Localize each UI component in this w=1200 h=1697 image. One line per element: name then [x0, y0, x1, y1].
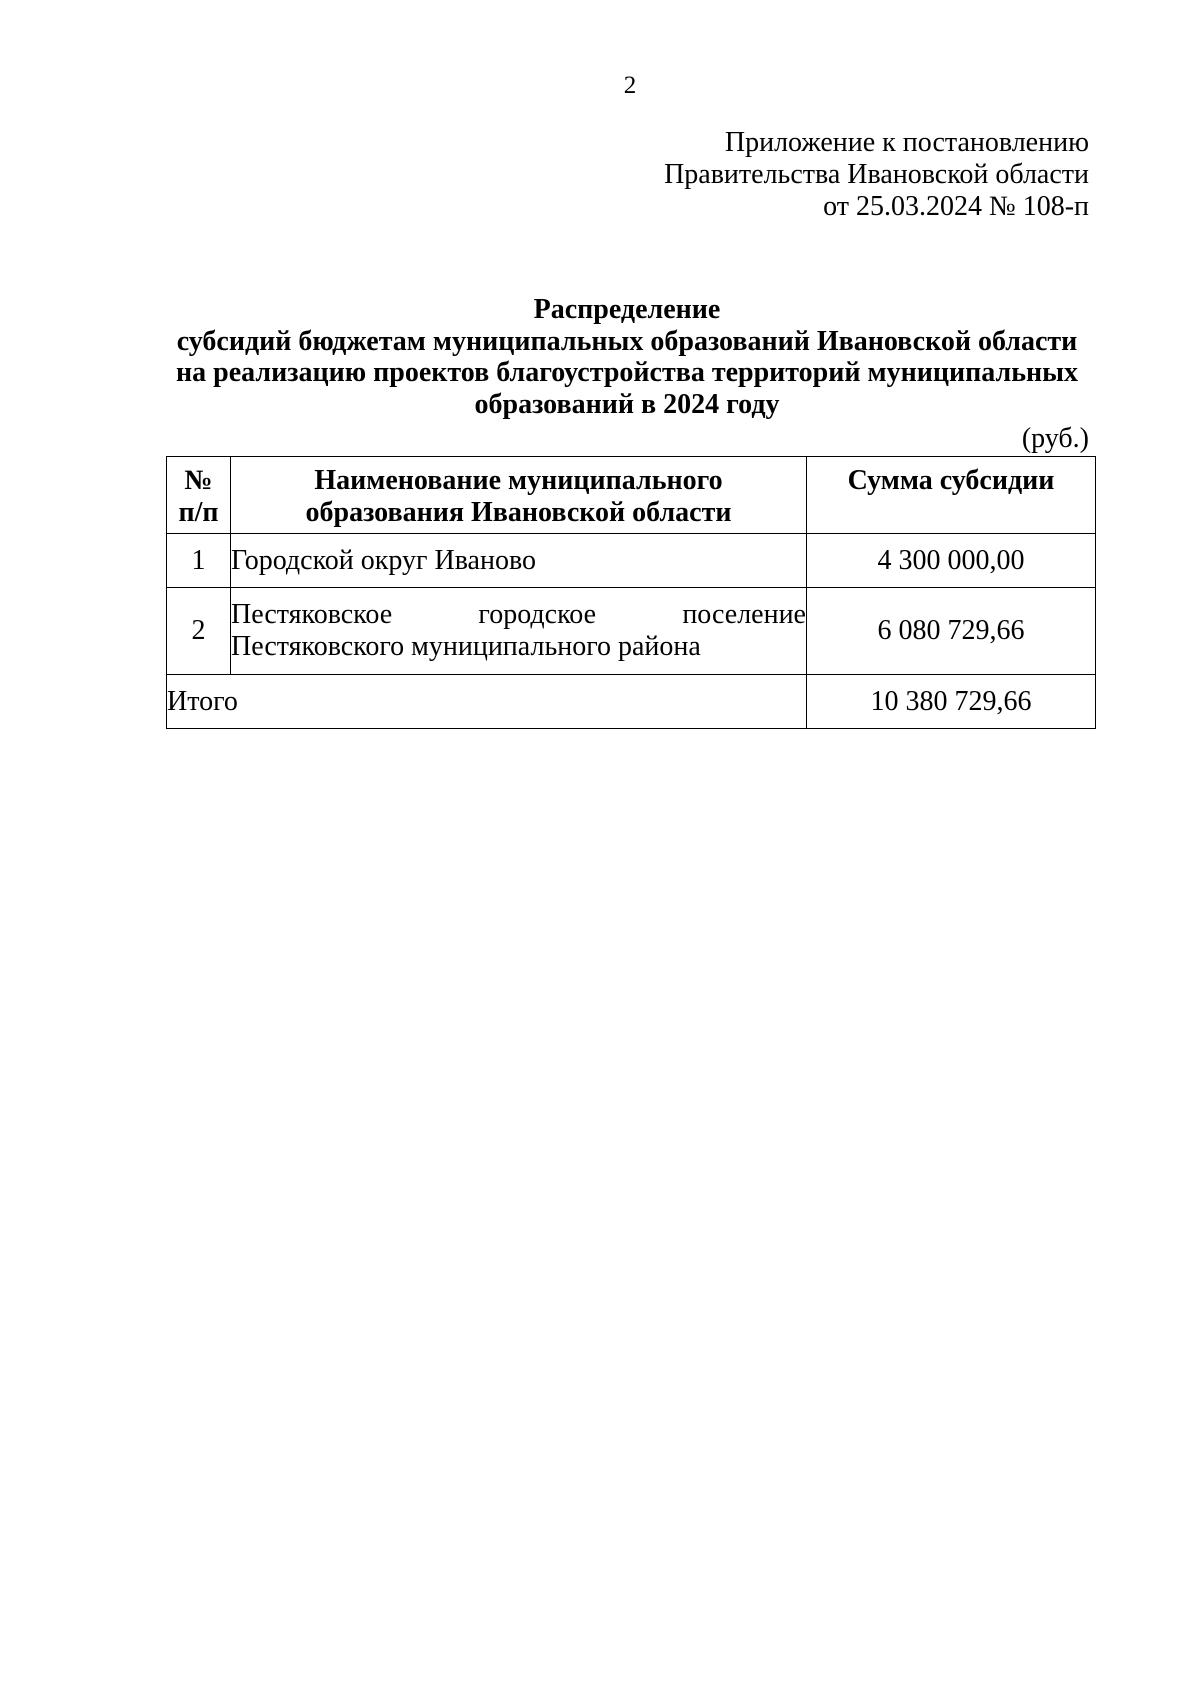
municipality-name: Городской округ Иваново [231, 534, 807, 588]
header-subsidy-sum: Сумма субсидии [807, 457, 1096, 534]
units-label: (руб.) [1021, 423, 1089, 454]
title-line: образований в 2024 году [474, 388, 780, 420]
table-header-row [167, 457, 1096, 534]
table-row [167, 588, 1096, 675]
subsidy-sum: 6 080 729,66 [807, 588, 1096, 675]
subsidies-table [166, 456, 1096, 729]
row-number: 2 [167, 588, 231, 675]
total-sum: 10 380 729,66 [807, 675, 1096, 729]
name-line: Пестяковское городское поселение [231, 599, 806, 630]
total-label: Итого [167, 675, 807, 729]
title-line: субсидий бюджетам муниципальных образований Ивановской области [176, 325, 1078, 357]
appendix-line: от 25.03.2024 № 108-п [823, 191, 1089, 222]
title-line: Распределение [533, 294, 721, 325]
header-number: № п/п [167, 457, 231, 534]
appendix-line: Правительства Ивановской области [664, 159, 1089, 190]
municipality-name [231, 588, 807, 675]
document-title [165, 294, 1089, 420]
page-number: 2 [623, 72, 637, 99]
subsidy-sum: 4 300 000,00 [807, 534, 1096, 588]
table-row [167, 534, 1096, 588]
name-line: Пестяковского муниципального района [231, 631, 701, 662]
total-row [167, 675, 1096, 729]
title-line: на реализацию проектов благоустройства территорий муниципальных [175, 357, 1078, 388]
header-municipality-name: Наименование муниципального образования Ивановской области [231, 457, 807, 534]
appendix-reference [664, 127, 1089, 223]
row-number: 1 [167, 534, 231, 588]
appendix-line: Приложение к постановлению [724, 127, 1089, 158]
